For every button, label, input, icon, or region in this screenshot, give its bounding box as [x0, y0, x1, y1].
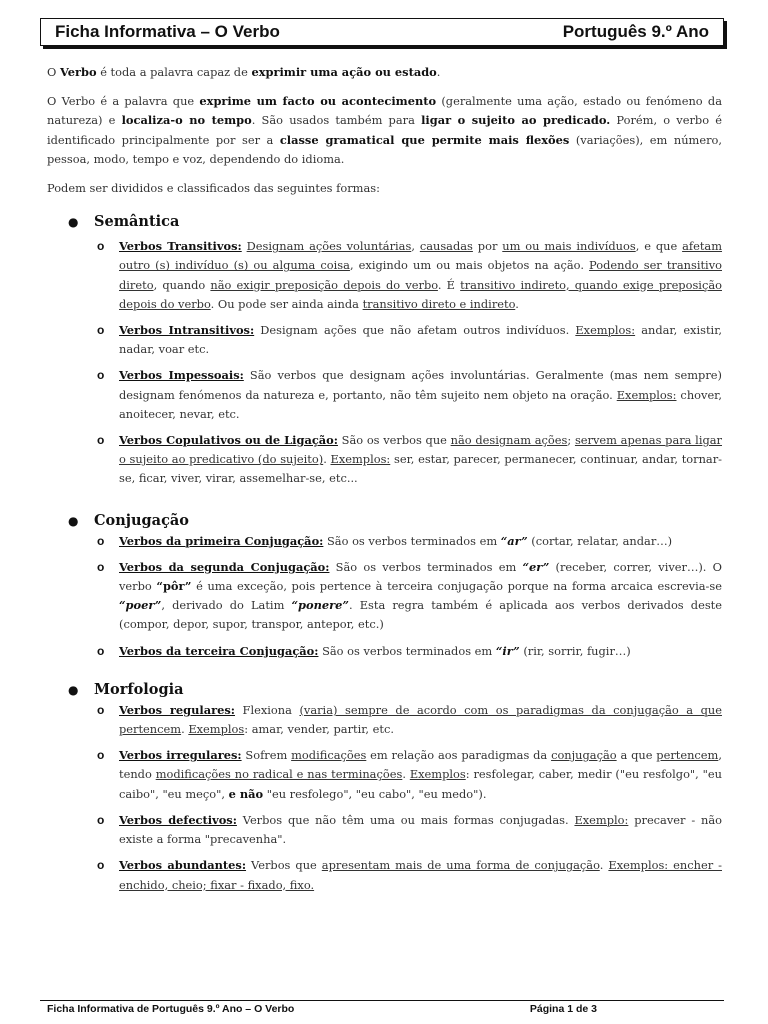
text: O	[47, 65, 60, 79]
text: São os verbos terminados em	[329, 559, 523, 574]
list-item-intransitivos	[47, 321, 722, 359]
underlined-text: servem apenas para ligar o sujeito ao predicativo (do sujeito)	[119, 433, 722, 467]
section-conjugacao	[47, 511, 722, 531]
text: Porém, o verbo é identificado principalmente por ser a	[47, 113, 723, 147]
hollow-bullet-icon: o	[97, 858, 105, 873]
text: andar, existir, nadar, voar etc.	[119, 323, 723, 357]
list-item-copulativos	[47, 431, 722, 489]
text: a que	[616, 748, 657, 763]
list-item-primeira	[47, 532, 722, 551]
text: é toda a palavra capaz de	[96, 65, 252, 79]
examples-label: Exemplos:	[330, 452, 391, 467]
bold-term: classe gramatical que permite mais flexões	[279, 132, 570, 147]
item-label: Verbos regulares:	[119, 702, 235, 717]
text: : amar, vender, partir, etc.	[244, 722, 394, 737]
underlined-text: modificações	[291, 748, 367, 763]
bold-term: e não	[228, 786, 264, 801]
text: é uma exceção, pois pertence à terceira conjugação porque na forma arcaica escrevia-se	[191, 579, 722, 594]
underlined-text: não exigir preposição depois do verbo	[210, 277, 438, 292]
text: Verbos que não têm uma ou mais formas conjugadas.	[236, 812, 575, 827]
subject-label: Português 9.º Ano	[562, 22, 709, 41]
list-item-segunda	[47, 558, 722, 635]
hollow-bullet-icon: o	[97, 559, 105, 574]
hollow-bullet-icon: o	[97, 812, 105, 827]
list-item-transitivos	[47, 237, 722, 314]
item-label: Verbos irregulares:	[119, 748, 242, 763]
underlined-text: Exemplos: encher - enchido, cheio; fixar - fixado, fixo.	[119, 858, 722, 892]
examples-label: Exemplos	[188, 722, 245, 737]
text: Designam ações que não afetam outros indivíduos.	[254, 323, 576, 338]
text: chover, anoitecer, nevar, etc.	[119, 387, 722, 421]
footer-title: Ficha Informativa de Português 9.º Ano – O Verbo	[47, 1003, 295, 1015]
underlined-text: não designam ações	[450, 433, 568, 448]
text: (receber, correr, viver…). O verbo	[119, 559, 722, 594]
examples-label: Exemplo:	[574, 812, 629, 827]
underlined-text: (varia) sempre de acordo com os paradigmas da conjugação a que pertencem	[119, 702, 722, 737]
underlined-text: apresentam mais de uma forma de conjugação	[321, 858, 600, 873]
footer-divider	[40, 1000, 724, 1001]
emphasis-text: “ar”	[500, 533, 528, 548]
text: . Esta regra também é aplicada aos verbos derivados deste (compor, depor, supor, transpor, antepor, etc.)	[119, 598, 722, 632]
text: precaver - não existe a forma "precavenha".	[119, 812, 722, 847]
list-item-irregulares	[47, 746, 722, 804]
item-label: Verbos abundantes:	[119, 858, 247, 873]
text: por	[472, 239, 503, 254]
text: São os verbos terminados em	[323, 533, 501, 548]
hollow-bullet-icon: o	[97, 748, 105, 763]
list-item-regulares	[47, 701, 722, 739]
text: .	[515, 296, 519, 311]
underlined-text: pertencem	[656, 748, 719, 763]
emphasis-text: “er”	[522, 559, 550, 574]
morfologia-list	[47, 701, 722, 895]
conjugacao-list	[47, 532, 722, 661]
text: São os verbos que	[337, 433, 451, 448]
underlined-text: Designam ações voluntárias	[246, 239, 412, 254]
underlined-text: causadas	[419, 239, 473, 254]
text: .	[599, 858, 609, 873]
text: . Ou pode ser ainda ainda	[210, 296, 363, 311]
document-body	[47, 63, 722, 902]
section-title: Conjugação	[94, 511, 189, 529]
list-item-terceira	[47, 642, 722, 661]
bold-term: ligar o sujeito ao predicado.	[421, 113, 611, 128]
emphasis-text: “ir”	[495, 643, 520, 658]
emphasis-text: “ponere”	[291, 598, 349, 613]
examples-label: Exemplos:	[575, 323, 636, 338]
text: . É	[437, 277, 461, 292]
examples-label: Exemplos:	[616, 387, 677, 402]
section-morfologia	[47, 680, 722, 700]
text: (geralmente uma ação, estado ou fenómeno da natureza) e	[47, 94, 722, 128]
underlined-text: modificações no radical e nas terminações	[155, 767, 403, 782]
hollow-bullet-icon: o	[97, 533, 105, 548]
list-item-impessoais	[47, 366, 722, 424]
text: .	[436, 65, 441, 79]
text: São verbos que designam ações involuntárias. Geralmente (mas nem sempre) designam fenómenos da natureza e, portanto, não têm sujeito nem objeto na oração.	[119, 368, 722, 402]
bold-term: exprimir uma ação ou estado	[251, 65, 437, 79]
text: Sofrem	[241, 748, 292, 763]
hollow-bullet-icon: o	[97, 239, 105, 254]
text: ,	[411, 239, 420, 254]
section-title: Morfologia	[94, 680, 184, 698]
text: : resfolegar, caber, medir ("eu resfolgo", "eu caibo", "eu meço",	[119, 767, 722, 801]
text: "eu resfolego", "eu cabo", "eu medo").	[263, 786, 487, 801]
bullet-icon: ●	[68, 215, 79, 230]
text: Verbos que	[246, 858, 322, 873]
text: , exigindo um ou mais objetos na ação.	[349, 258, 590, 273]
text: , quando	[153, 277, 211, 292]
bullet-icon: ●	[68, 682, 79, 697]
examples-label: Exemplos	[409, 767, 466, 782]
text: , derivado do Latim	[161, 598, 292, 613]
text: (rir, sorrir, fugir…)	[519, 643, 631, 658]
item-label: Verbos Copulativos ou de Ligação:	[119, 433, 338, 448]
text: .	[181, 722, 189, 737]
page-footer	[47, 1003, 722, 1015]
emphasis-text: “poer”	[119, 598, 162, 613]
text: .	[402, 767, 410, 782]
text: em relação aos paradigmas da	[366, 748, 552, 763]
text: .	[323, 452, 331, 467]
text: São os verbos terminados em	[318, 643, 496, 658]
semantica-list	[47, 237, 722, 488]
hollow-bullet-icon: o	[97, 702, 105, 717]
page-number: Página 1 de 3	[529, 1003, 597, 1015]
text: Flexiona	[234, 702, 300, 717]
bold-term: exprime um facto ou acontecimento	[199, 94, 437, 109]
list-item-defectivos	[47, 811, 722, 849]
text: , e que	[635, 239, 683, 254]
underlined-text: conjugação	[551, 748, 617, 763]
item-label: Verbos Intransitivos:	[119, 323, 255, 338]
item-label: Verbos defectivos:	[119, 812, 237, 827]
hollow-bullet-icon: o	[97, 368, 105, 383]
text: . São usados também para	[251, 113, 422, 128]
list-item-abundantes	[47, 856, 722, 894]
item-label: Verbos da terceira Conjugação:	[119, 643, 319, 658]
text: , tendo	[119, 748, 722, 782]
underlined-text: afetam outro (s) indivíduo (s) ou alguma coisa	[119, 239, 723, 273]
item-label: Verbos Transitivos:	[119, 239, 242, 254]
section-semantica	[47, 212, 722, 232]
hollow-bullet-icon: o	[97, 323, 105, 338]
intro-paragraph-1	[47, 63, 722, 82]
underlined-text: Podendo ser transitivo direto	[119, 258, 722, 292]
item-label: Verbos Impessoais:	[119, 368, 244, 383]
text: (cortar, relatar, andar…)	[527, 533, 673, 548]
header-box	[40, 18, 724, 46]
bold-term: “pôr”	[156, 579, 192, 594]
underlined-text: transitivo indireto, quando exige preposição depois do verbo	[119, 277, 722, 311]
intro-paragraph-3: Podem ser divididos e classificados das seguintes formas:	[47, 181, 380, 196]
bullet-icon: ●	[68, 513, 79, 528]
section-title: Semântica	[94, 213, 180, 231]
text: O Verbo é a palavra que	[47, 94, 200, 109]
bold-term: localiza-o no tempo	[121, 113, 252, 128]
text: ;	[567, 433, 575, 448]
item-label: Verbos da primeira Conjugação:	[119, 533, 324, 548]
hollow-bullet-icon: o	[97, 433, 105, 448]
text: ser, estar, parecer, permanecer, continuar, andar, tornar-se, ficar, viver, virar, assemelhar-se, etc...	[119, 452, 722, 486]
hollow-bullet-icon: o	[97, 643, 105, 658]
document-title: Ficha Informativa – O Verbo	[55, 22, 280, 41]
underlined-text: transitivo direto e indireto	[362, 296, 516, 311]
text: (variações), em número, pessoa, modo, tempo e voz, dependendo do idioma.	[47, 132, 722, 166]
item-label: Verbos da segunda Conjugação:	[119, 559, 330, 574]
underlined-text: um ou mais indivíduos	[502, 239, 636, 254]
bold-term: Verbo	[59, 65, 97, 79]
intro-paragraph-2	[47, 92, 722, 169]
